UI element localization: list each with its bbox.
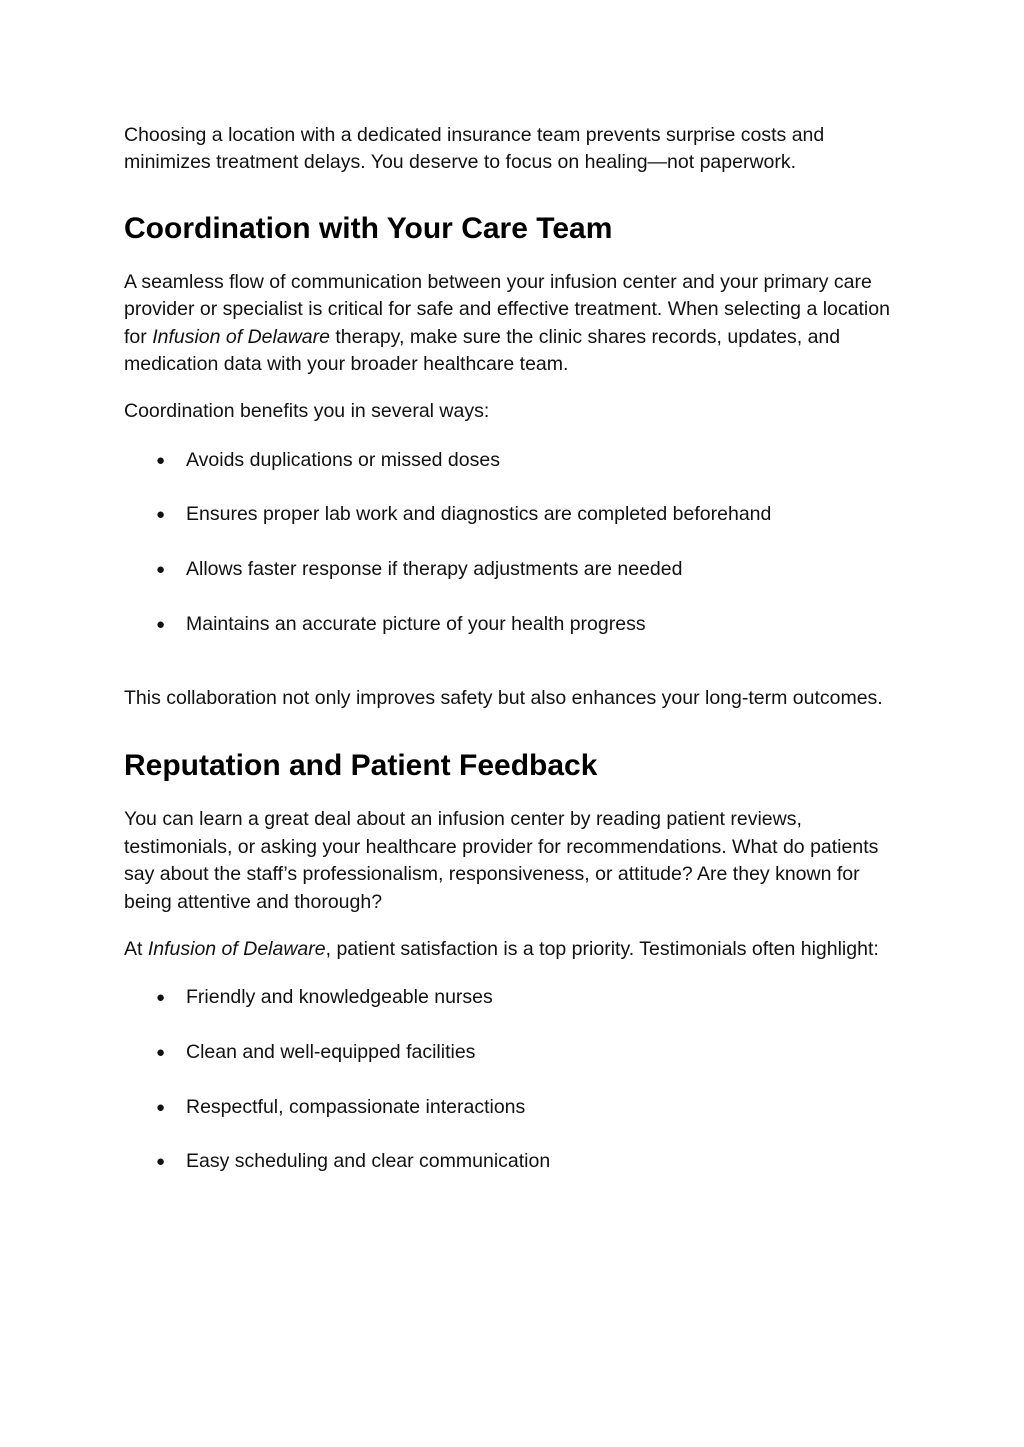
coordination-paragraph-3: This collaboration not only improves safety but also enhances your long-term outcomes.: [124, 687, 883, 710]
list-item-text: Respectful, compassionate interactions: [186, 1095, 526, 1118]
reputation-paragraph-2: [124, 936, 894, 963]
clinic-name-emphasis: Infusion of Delaware: [152, 325, 330, 348]
list-item: [124, 1148, 894, 1175]
bullet-icon: ●: [156, 561, 166, 579]
reputation-paragraph-1: You can learn a great deal about an infusion center by reading patient reviews, testimonials, or asking your healthcare provider for recommendations. What do patients say about the staff’s professionalism, responsiveness, or attitude? Are they known for being attentive and thorough?: [124, 808, 879, 913]
coordination-paragraph-1-text-a: A seamless flow of communication between your infusion center and your primary care provider or specialist is critical for safe and effective treatment. When selecting a location for: [124, 270, 890, 348]
intro-paragraph: Choosing a location with a dedicated insurance team prevents surprise costs and minimizes treatment delays. You deserve to focus on healing—not paperwork.: [124, 124, 825, 174]
list-item: [124, 501, 894, 528]
testimonial-highlights-list: [124, 984, 894, 1175]
bullet-icon: ●: [156, 451, 166, 469]
document-page: [124, 120, 894, 1176]
list-item-text: Ensures proper lab work and diagnostics are completed beforehand: [186, 503, 772, 526]
reputation-paragraph-2-text-a: At: [124, 938, 148, 961]
bullet-icon: ●: [156, 989, 166, 1007]
section-heading-coordination: Coordination with Your Care Team: [124, 211, 613, 245]
coordination-paragraph-1: [124, 269, 894, 379]
list-item: [124, 984, 894, 1011]
reputation-paragraph-2-text-b: , patient satisfaction is a top priority. Testimonials often highlight:: [325, 938, 879, 961]
bullet-icon: ●: [156, 506, 166, 524]
list-item-text: Easy scheduling and clear communication: [186, 1150, 551, 1173]
list-item-text: Maintains an accurate picture of your health progress: [186, 612, 646, 635]
bullet-icon: ●: [156, 1098, 166, 1116]
list-item-text: Clean and well-equipped facilities: [186, 1041, 476, 1064]
list-item-text: Allows faster response if therapy adjustments are needed: [186, 558, 683, 581]
bullet-icon: ●: [156, 1153, 166, 1171]
list-item: [124, 447, 894, 474]
coordination-benefits-list: [124, 447, 894, 638]
list-item-text: Friendly and knowledgeable nurses: [186, 986, 493, 1009]
bullet-icon: ●: [156, 1044, 166, 1062]
coordination-paragraph-1-text-b: therapy, make sure the clinic shares records, updates, and medication data with your broader healthcare team.: [124, 325, 841, 376]
section-heading-reputation: Reputation and Patient Feedback: [124, 749, 598, 783]
clinic-name-emphasis: Infusion of Delaware: [147, 938, 326, 961]
list-item: [124, 556, 894, 583]
coordination-paragraph-2: Coordination benefits you in several ways:: [124, 400, 490, 423]
list-item: [124, 1039, 894, 1066]
list-item: [124, 1094, 894, 1121]
bullet-icon: ●: [156, 615, 166, 633]
list-item-text: Avoids duplications or missed doses: [186, 448, 500, 471]
list-item: [124, 611, 894, 638]
